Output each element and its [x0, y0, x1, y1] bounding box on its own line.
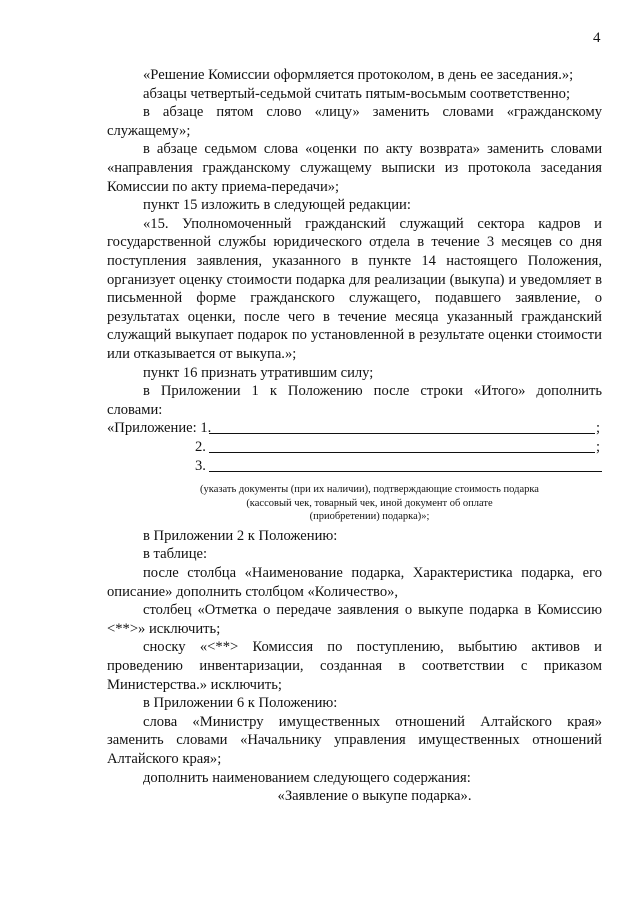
document-body	[107, 66, 602, 806]
attachment-line-2	[209, 452, 595, 453]
page-number: 4	[593, 30, 601, 46]
paragraph-8: в Приложении 1 к Положению после строки «Итого» дополнить словами:	[107, 383, 602, 418]
attachment-label: «Приложение: 1.	[107, 420, 212, 437]
paragraph-7: пункт 16 признать утратившим силу;	[143, 364, 374, 381]
paragraph-11: после столбца «Наименование подарка, Характеристика подарка, его описание» дополнить столбцом «Количество»,	[107, 564, 602, 600]
attachment-hint-1: (указать документы (при их наличии), подтверждающие стоимость подарка	[200, 484, 539, 496]
attachment-number-2: 2.	[195, 439, 206, 456]
attachment-number-3: 3.	[195, 458, 206, 475]
paragraph-4: в абзаце седьмом слова «оценки по акту возврата» заменить словами «направления гражданскому служащему выписки из протокола заседания Комиссии по акту приема-передачи»;	[107, 141, 602, 195]
paragraph-14: в Приложении 6 к Положению:	[143, 695, 338, 712]
paragraph-16: дополнить наименованием следующего содержания:	[143, 769, 471, 786]
paragraph-12: столбец «Отметка о передаче заявления о выкупе подарка в Комиссию <**>» исключить;	[107, 602, 602, 637]
attachment-semicolon-2: ;	[596, 439, 601, 456]
attachment-block	[107, 419, 602, 483]
attachment-line-3	[209, 471, 602, 472]
attachment-hint-3: (приобретении) подарка)»;	[309, 511, 430, 523]
paragraph-15: слова «Министру имущественных отношений Алтайского края» заменить словами «Начальнику управления имущественных отношений Алтайского края»;	[107, 713, 602, 767]
paragraph-3: в абзаце пятом слово «лицу» заменить словами «гражданскому служащему»;	[107, 104, 602, 139]
attachment-semicolon-1: ;	[596, 420, 601, 437]
paragraph-10: в таблице:	[143, 546, 208, 563]
closing-line: «Заявление о выкупе подарка».	[277, 788, 472, 805]
paragraph-2: абзацы четвертый-седьмой считать пятым-восьмым соответственно;	[143, 85, 571, 102]
paragraph-6: «15. Уполномоченный гражданский служащий сектора кадров и государственной службы юридического отдела в течение 3 месяцев со дня поступления заявления, указанного в пункте 14 настоящего Положения, организует оценку стоимости подарка для реализации (выкупа) и уведомляет в письменной форме гражданского служащего, подавшего заявление, о результатах оценки, после чего в течение месяца указанный гражданский служащий выкупает подарок по установленной в результате оценки стоимости или отказывается от выкупа.»;	[107, 215, 602, 362]
paragraph-13: сноску «<**> Комиссия по поступлению, выбытию активов и проведению инвентаризации, созданная в соответствии с приказом Министерства.» исключить;	[107, 639, 602, 693]
paragraph-1: «Решение Комиссии оформляется протоколом, в день ее заседания.»;	[143, 67, 574, 83]
paragraph-5: пункт 15 изложить в следующей редакции:	[143, 197, 411, 214]
attachment-line-1	[209, 433, 595, 434]
paragraph-9: в Приложении 2 к Положению:	[143, 527, 338, 544]
attachment-hint-2: (кассовый чек, товарный чек, иной документ об оплате	[246, 497, 493, 509]
